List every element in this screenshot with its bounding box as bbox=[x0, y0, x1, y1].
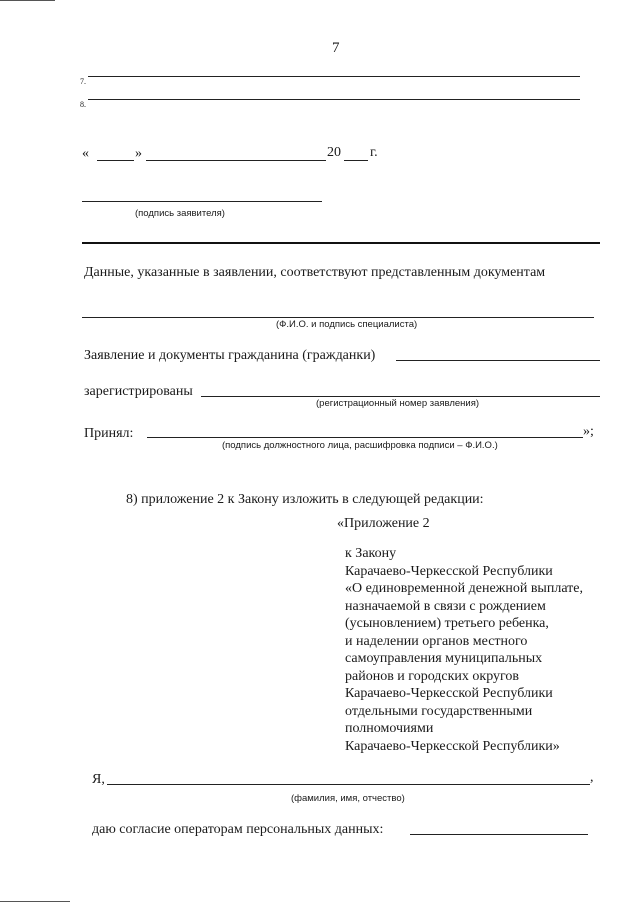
docs-line bbox=[396, 360, 600, 361]
verify-text: Данные, указанные в заявлении, соответствуют представленным документам bbox=[84, 265, 546, 280]
item-7-number: 7. bbox=[80, 77, 86, 86]
item-8-number: 8. bbox=[80, 100, 86, 109]
appendix-line: назначаемой в связи с рождением bbox=[345, 598, 546, 614]
appendix-line: самоуправления муниципальных bbox=[345, 651, 543, 666]
accepted-line bbox=[147, 437, 583, 438]
accepted-end: »; bbox=[583, 424, 594, 439]
applicant-signature-caption: (подпись заявителя) bbox=[135, 208, 225, 219]
scan-edge-bottom bbox=[0, 901, 70, 902]
appendix-line: Карачаево-Черкесской Республики» bbox=[345, 738, 560, 754]
date-month-line bbox=[146, 160, 326, 161]
registered-text: зарегистрированы bbox=[84, 384, 193, 399]
appendix-line: районов и городских округов bbox=[345, 668, 520, 684]
date-open-quote: « bbox=[82, 146, 89, 161]
appendix-line: и наделении органов местного bbox=[345, 633, 528, 649]
date-year-prefix: 20 bbox=[327, 145, 341, 160]
item-7-line bbox=[88, 76, 580, 77]
appendix-line: (усыновлением) третьего ребенка, bbox=[345, 616, 549, 631]
specialist-caption: (Ф.И.О. и подпись специалиста) bbox=[276, 319, 418, 330]
appendix-line: Карачаево-Черкесской Республики bbox=[345, 686, 553, 701]
docs-text: Заявление и документы гражданина (гражданки) bbox=[84, 348, 376, 363]
amendment-text: 8) приложение 2 к Закону изложить в следующей редакции: bbox=[126, 492, 484, 507]
appendix-block bbox=[345, 545, 583, 755]
appendix-line: полномочиями bbox=[345, 721, 434, 736]
appendix-line: к Закону bbox=[345, 546, 397, 561]
fio-caption: (фамилия, имя, отчество) bbox=[291, 793, 405, 804]
ya-end: , bbox=[590, 770, 594, 785]
fio-line bbox=[107, 784, 590, 785]
ya-label: Я, bbox=[92, 772, 105, 787]
specialist-line bbox=[82, 317, 594, 318]
appendix-line: «О единовременной денежной выплате, bbox=[345, 581, 583, 596]
official-caption: (подпись должностного лица, расшифровка подписи – Ф.И.О.) bbox=[222, 440, 498, 451]
item-8-line bbox=[88, 99, 580, 100]
consent-line bbox=[410, 834, 588, 835]
section-separator bbox=[82, 242, 600, 244]
consent-text: даю согласие операторам персональных данных: bbox=[92, 822, 384, 837]
page-number: 7 bbox=[332, 40, 340, 56]
scan-edge-top bbox=[0, 0, 55, 1]
date-close-quote: » bbox=[135, 146, 142, 161]
registered-line bbox=[201, 396, 600, 397]
date-year-line bbox=[344, 160, 368, 161]
appendix-title: «Приложение 2 bbox=[337, 516, 430, 531]
applicant-signature-line bbox=[82, 201, 322, 202]
appendix-line: Карачаево-Черкесской Республики bbox=[345, 563, 553, 579]
date-year-suffix: г. bbox=[370, 145, 378, 160]
accepted-label: Принял: bbox=[84, 426, 134, 441]
appendix-line: отдельными государственными bbox=[345, 703, 533, 719]
reg-number-caption: (регистрационный номер заявления) bbox=[316, 398, 480, 409]
date-day-line bbox=[97, 160, 134, 161]
